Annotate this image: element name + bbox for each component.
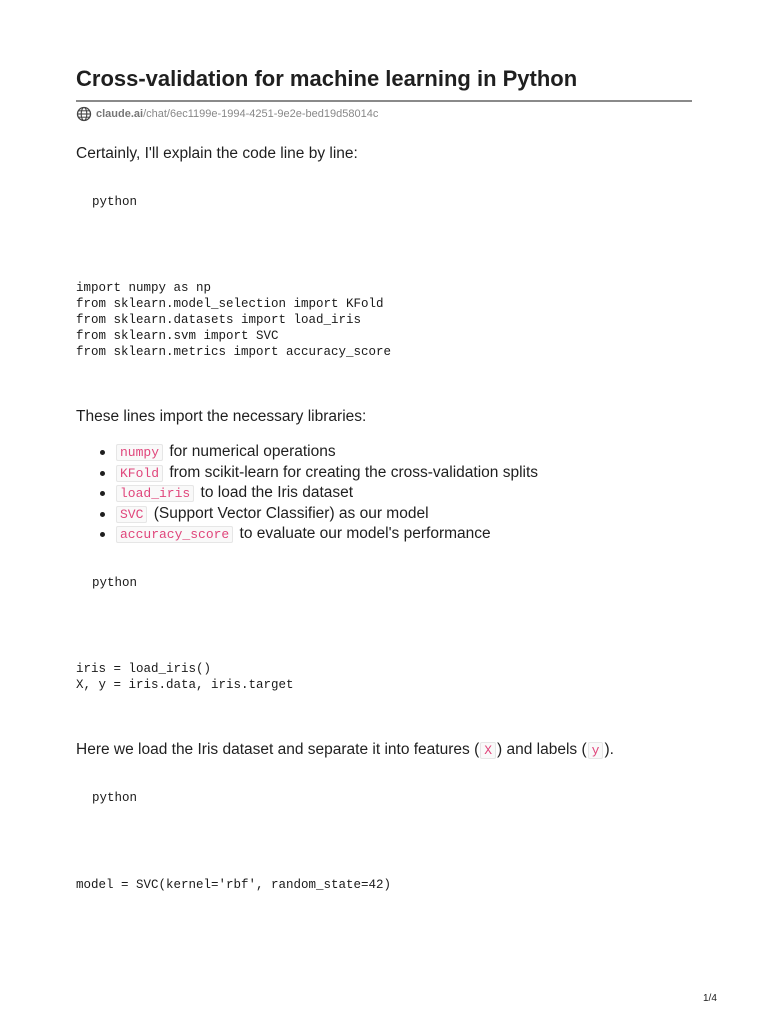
code-language-label: python (92, 576, 138, 590)
inline-code: accuracy_score (116, 526, 233, 543)
globe-icon (76, 106, 92, 122)
code-language-label: python (92, 195, 138, 209)
list-item (76, 442, 538, 463)
inline-code: SVC (116, 506, 147, 523)
inline-code: numpy (116, 444, 163, 461)
list-item-text: to evaluate our model's performance (239, 525, 491, 542)
load-explanation (76, 740, 614, 761)
source-link[interactable] (76, 106, 378, 122)
code-line: model = SVC(kernel='rbf', random_state=42) (76, 878, 392, 892)
load-explanation-text: ) and labels ( (497, 741, 587, 758)
list-item-text: from scikit-learn for creating the cross-validation splits (169, 463, 539, 481)
source-path: /chat/6ec1199e-1994-4251-9e2e-bed19d58014c (143, 108, 379, 120)
list-item-text: for numerical operations (169, 443, 336, 460)
library-list (76, 442, 538, 545)
inline-code: y (588, 742, 604, 759)
page-title: Cross-validation for machine learning in Python (76, 66, 578, 91)
list-item (76, 524, 538, 545)
code-language-label: python (92, 791, 138, 805)
code-line: from sklearn.model_selection import KFold (76, 297, 384, 311)
load-explanation-text: ). (604, 741, 614, 758)
inline-code: X (480, 742, 496, 759)
intro-text: Certainly, I'll explain the code line by line: (76, 145, 358, 162)
list-item-text: to load the Iris dataset (200, 484, 354, 501)
inline-code: KFold (116, 465, 163, 482)
code-block (76, 280, 391, 360)
imports-explanation: These lines import the necessary libraries: (76, 408, 367, 425)
title-divider (76, 100, 692, 102)
code-line: from sklearn.metrics import accuracy_score (76, 345, 392, 359)
code-line: import numpy as np (76, 281, 212, 295)
code-line: from sklearn.datasets import load_iris (76, 313, 362, 327)
source-domain: claude.ai (96, 108, 144, 120)
load-explanation-text: Here we load the Iris dataset and separate it into features ( (76, 741, 480, 758)
code-line: X, y = iris.data, iris.target (76, 678, 294, 692)
list-item-text: (Support Vector Classifier) as our model (153, 504, 429, 522)
list-item (76, 483, 538, 504)
list-item (76, 504, 538, 525)
code-line: iris = load_iris() (76, 662, 212, 676)
page-number: 1/4 (703, 993, 717, 1004)
inline-code: load_iris (116, 485, 194, 502)
code-line: from sklearn.svm import SVC (76, 329, 279, 343)
code-block (76, 661, 294, 693)
list-item (76, 463, 538, 484)
code-block (76, 877, 391, 893)
